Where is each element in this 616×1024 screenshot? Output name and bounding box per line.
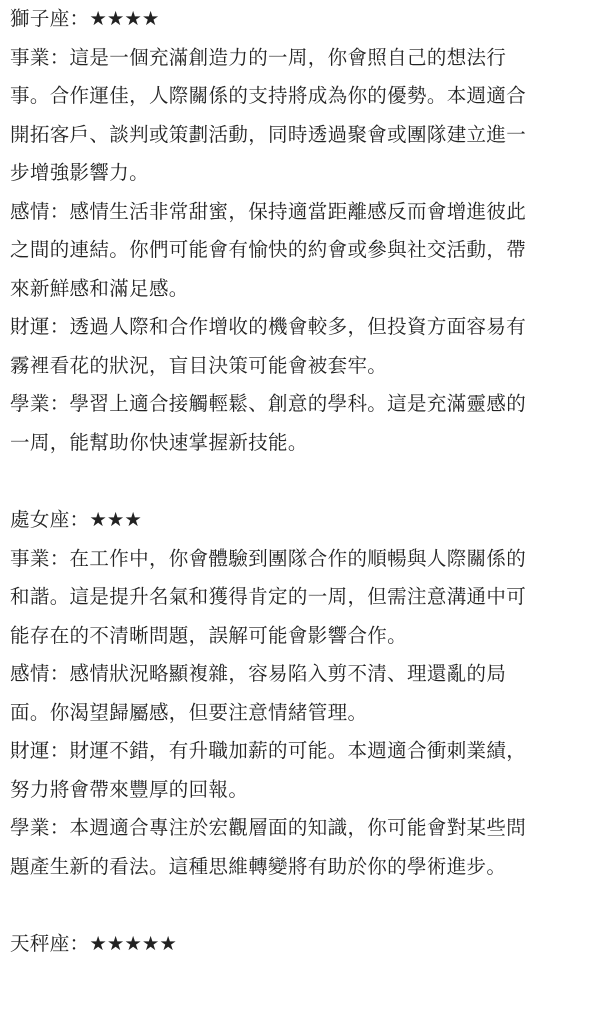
sign-name: 處女座： <box>10 508 90 531</box>
paragraph-line: 題產生新的看法。這種思維轉變將有助於你的學術進步。 <box>10 854 507 878</box>
paragraph-line: 財運：透過人際和合作增收的機會較多，但投資方面容易有 <box>10 315 527 338</box>
star-rating: ★★★ <box>89 508 142 531</box>
section-heading <box>10 925 614 964</box>
paragraph-line: 來新鮮感和滿足感。 <box>10 276 189 300</box>
paragraph-line: 學業：學習上適合接觸輕鬆、創意的學科。這是充滿靈感的 <box>10 392 527 415</box>
paragraph-line: 霧裡看花的狀況，盲目決策可能會被套牢。 <box>10 353 388 377</box>
star-rating: ★★★★★ <box>89 932 177 955</box>
section-leo <box>10 0 614 462</box>
sign-name: 天秤座： <box>10 932 90 955</box>
paragraph-line: 和諧。這是提升名氣和獲得肯定的一周，但需注意溝通中可 <box>10 585 527 608</box>
paragraph-line: 開拓客戶、談判或策劃活動，同時透過聚會或團隊建立進一 <box>10 122 527 146</box>
horoscope-article <box>10 0 614 964</box>
paragraph-line: 學業：本週適合專注於宏觀層面的知識，你可能會對某些問 <box>10 816 527 839</box>
paragraph-line: 財運：財運不錯，有升職加薪的可能。本週適合衝刺業績， <box>10 739 527 762</box>
section-heading <box>10 501 614 540</box>
paragraph-line: 事業：這是一個充滿創造力的一周，你會照自己的想法行 <box>10 45 507 69</box>
section-heading <box>10 0 614 39</box>
paragraph-line: 感情：感情生活非常甜蜜，保持適當距離感反而會增進彼此 <box>10 199 527 223</box>
section-libra <box>10 925 614 964</box>
section-virgo <box>10 501 614 886</box>
paragraph-line: 能存在的不清晰問題，誤解可能會影響合作。 <box>10 623 408 647</box>
paragraph-line: 面。你渴望歸屬感，但要注意情緒管理。 <box>10 700 368 724</box>
paragraph-line: 感情：感情狀況略顯複雜，容易陷入剪不清、理還亂的局 <box>10 662 507 685</box>
paragraph-line: 努力將會帶來豐厚的回報。 <box>10 777 249 801</box>
paragraph-line: 步增強影響力。 <box>10 161 149 184</box>
star-rating: ★★★★ <box>89 7 160 30</box>
paragraph-line: 事業：在工作中，你會體驗到團隊合作的順暢與人際關係的 <box>10 546 527 570</box>
section-spacer <box>10 462 614 501</box>
paragraph-line: 之間的連結。你們可能會有愉快的約會或參與社交活動，帶 <box>10 238 527 261</box>
section-spacer <box>10 886 614 925</box>
sign-name: 獅子座： <box>10 7 90 30</box>
paragraph-line: 一周，能幫助你快速掌握新技能。 <box>10 430 308 454</box>
paragraph-line: 事。合作運佳，人際關係的支持將成為你的優勢。本週適合 <box>10 84 527 107</box>
